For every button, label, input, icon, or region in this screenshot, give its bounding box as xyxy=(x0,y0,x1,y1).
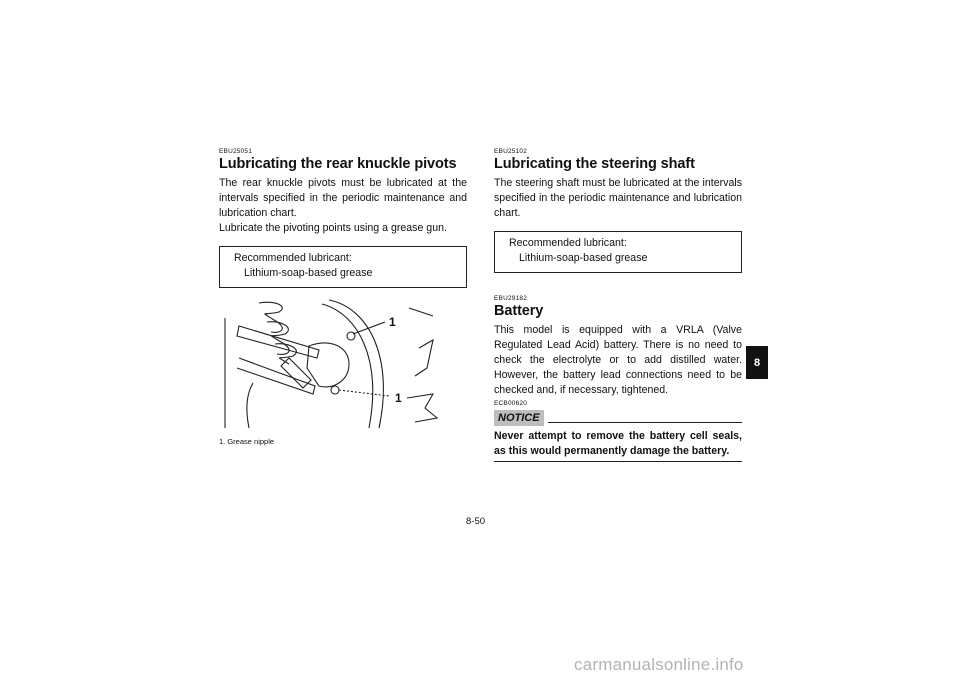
chapter-tab: 8 xyxy=(746,346,768,379)
section-title: Battery xyxy=(494,303,544,319)
callout-label: 1 xyxy=(395,391,402,405)
left-column xyxy=(219,148,467,446)
callout-label: 1 xyxy=(389,315,396,329)
battery-section xyxy=(494,295,742,462)
lubricant-label: Recommended lubricant: xyxy=(234,252,352,264)
lubricant-value: Lithium-soap-based grease xyxy=(519,252,648,264)
notice-label: NOTICE xyxy=(494,410,544,426)
section-title: Lubricating the rear knuckle pivots xyxy=(219,156,457,172)
section-code: EBU29182 xyxy=(494,295,528,302)
body-paragraph: This model is equipped with a VRLA (Valve Regulated Lead Acid) battery. There is no need to check the electrolyte or to add distilled water. However, the battery lead connections need to be checked and, if necessary, tightened. xyxy=(494,324,742,396)
section-code: EBU25102 xyxy=(494,148,528,155)
body-paragraph: Lubricate the pivoting points using a grease gun. xyxy=(219,222,447,234)
notice-text: Never attempt to remove the battery cell seals, as this would permanently damage the battery. xyxy=(494,430,742,457)
figure-caption: 1. Grease nipple xyxy=(219,437,275,446)
section-title: Lubricating the steering shaft xyxy=(494,156,695,172)
notice-header xyxy=(494,410,742,426)
lubricant-box xyxy=(219,246,467,288)
page-number: 8-50 xyxy=(466,516,486,527)
notice-rule xyxy=(548,414,742,423)
watermark: carmanualsonline.info xyxy=(574,655,744,674)
body-paragraph: The rear knuckle pivots must be lubricated at the intervals specified in the periodic maintenance and lubrication chart. xyxy=(219,177,467,219)
knuckle-drawing xyxy=(219,298,467,433)
body-paragraph: The steering shaft must be lubricated at the intervals specified in the periodic maintenance and lubrication chart. xyxy=(494,177,742,219)
lubricant-label: Recommended lubricant: xyxy=(509,237,627,249)
knuckle-illustration xyxy=(219,298,467,433)
section-code: EBU25051 xyxy=(219,148,253,155)
notice-code: ECB00620 xyxy=(494,400,528,407)
notice-bottom-rule xyxy=(494,461,742,462)
lubricant-box xyxy=(494,231,742,273)
right-column xyxy=(494,148,742,462)
lubricant-value: Lithium-soap-based grease xyxy=(244,267,373,279)
